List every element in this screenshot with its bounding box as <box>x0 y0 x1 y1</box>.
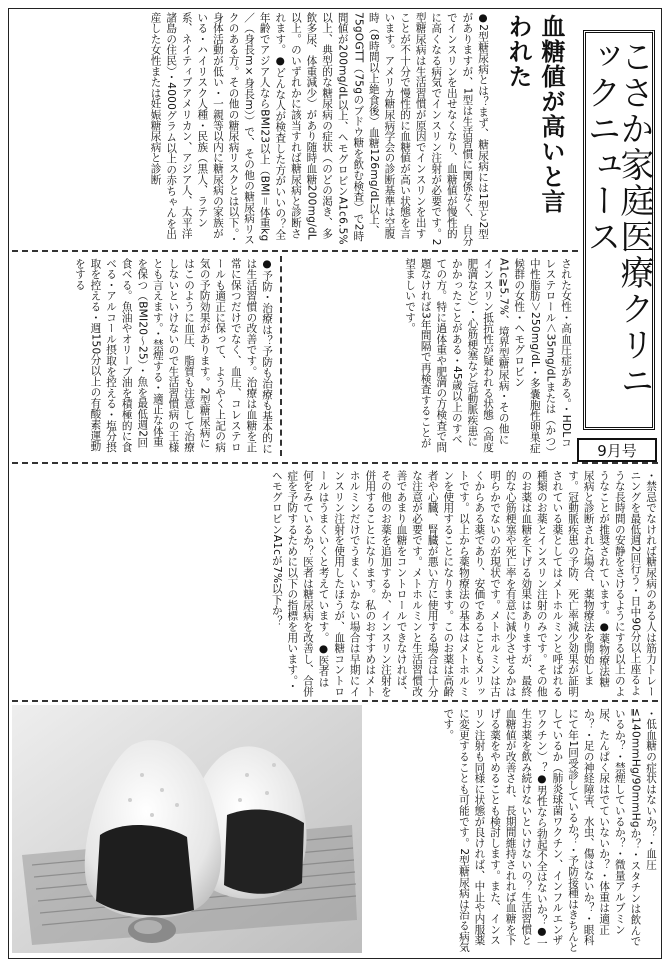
divider-lower <box>12 700 658 702</box>
newsletter-title: こさか家庭医療クリニックニュース <box>581 39 654 399</box>
divider-middle-vertical <box>280 256 282 456</box>
divider-upper <box>12 250 578 252</box>
section-doctor-checklist: ・低血糖の症状はないか？・血圧≦140mmHg/90mmHgか？・スタチンは飲んでいるか？・禁煙しているか？・微量アルブミン尿、たんぱく尿はでていないか？・体重は適正か？・足の神経障害、水虫、傷はないか？・眼科にて年1回受診しているか？・予防接種はきちんとしているか（肺炎球菌ワクチン、インフルエンザワクチン）？●男性なら勃起不全はないか？●一生お薬を飲み続けないといけないの？生活習慣と血糖値が改善され、長期間維持されれば血糖を下げる薬をやめることも検討します。また、インスリン注射も同様に状態が良ければ、中止や内服薬に変更することも可能です。2型糖尿病は治る病気です。 <box>442 708 657 953</box>
section-drug-therapy: ・禁忌でなければ糖尿病のある人は筋力トレーニングを最低週2回行う・日中90分以上座るような長時間の安静をさけるようにする以上のようなことが推奨されています。●薬物療法糖尿病と診断された場合、薬物療法を開始します。冠動脈疾患の予防、死亡率減少効果が証明されている薬としてはメトホルミンと呼ばれる種類のお薬とインスリン注射のみです。その他のお薬は血糖を下げる効果はありますが、最終的な心筋梗塞や死亡率を有意に減少させるかは明らかでないのが現状です。メトホルミンは古くからある薬であり、安価であることもメリットです。以上から薬物療法の基本はメトホルミンを使用することになります。このお薬は高齢者や心臓、腎臓が悪い方に使用する場合は十分な注意が必要です。メトホルミンと生活習慣改善であまり血糖をコントロールできなければ、その他のお薬を追加するか、インスリン注射を併用することになります。私のおすすめはメトホルミンだけでうまくいかない場合は早期にインスリン注射を使用したほうが、血糖コントロールはうまくいくと考えています。●医者は何をみているか？医者は糖尿病を改善し、合併症を予防するために以下の指標を用います。・ヘモグロビンA1cが7%以下か？ <box>270 470 657 697</box>
section-risk-factors: された女性・高血圧症がある。・HDLコレステロール＜35mg/dLまたは（かつ）中性脂肪＞250mg/dL・多嚢胞性卵巣症候群の女性・ヘモグロビンA1c≧5.7%、境界型糖尿病・その他にインスリン抵抗性が疑われる状態（高度肥満など）・心筋梗塞など冠動脈疾患にかかったことがある・45歳以上のすべての方。特に過体重や肥満の方検査で問題なければ3年間隔で再検査することが望ましいです。 <box>404 258 572 454</box>
section-prevention-treatment: ●予防・治療は？予防も治療も基本的には生活習慣の改善です。治療は血糖を正常に保つだけでなく、血圧、コレステロールも適正に保って、ようやく上記の病気の予防効果があります。2型糖尿病にはこのように血圧、脂質も注意して治療しないといけないので生活習慣病の王様とも言えます。・禁煙する・適正な体重を保つ（BMI20〜25）・魚を最低週2回食べる。魚油やオリーブ油を積極的に食べる・アルコール摂取を控える・塩分摂取を控える・週150分以上の有酸素運動をする <box>73 258 273 454</box>
section-diabetes-overview: ●2型糖尿病とは？まず、糖尿病には1型と2型がありますが、1型は生活習慣に関係なく、自分でインスリンを出せなくなり、血糖値が慢性的に高くなる病気でインスリン注射が必要です。2型糖尿病は生活習慣が原因でインスリンを出すことが不十分で慢性的に血糖値が高い状態を言います。アメリカ糖尿病学会の診断基準は空腹時（8時間以上絶食後）血糖126mg/dL以上、75gOGTT（75gのブドウ糖を飲む検査）で2時間値が200mg/dL以上、ヘモグロビンA1c6.5%以上、典型的な糖尿病の症状（のどの渇き、多飲多尿、体重減少）があり随時血糖200mg/dL以上。のいずれかに該当すれば糖尿病と診断されます。●どんな人が検査した方がいいの？全年齢でアジア人ならBMI23以上（BMI＝体重kg／（身長m×身長m））で、その他の糖尿病リスクのある方。その他の糖尿病リスクとは以下。・身体活動が低い・一親等以内に糖尿病の家族がいる・ハイリスク人種・民族（黒人、ラテン系、ネイティブアメリカン、アジア人、太平洋諸島の住民）・4000グラム以上の赤ちゃんを出産した女性または妊娠糖尿病と診断 <box>149 12 489 246</box>
onigiri-photo <box>12 705 362 953</box>
issue-month-badge: 9月号 <box>577 438 657 462</box>
divider-middle <box>12 462 658 464</box>
article-headline: 血糖値が高いと言われた <box>504 14 565 214</box>
masthead-box <box>583 30 655 430</box>
